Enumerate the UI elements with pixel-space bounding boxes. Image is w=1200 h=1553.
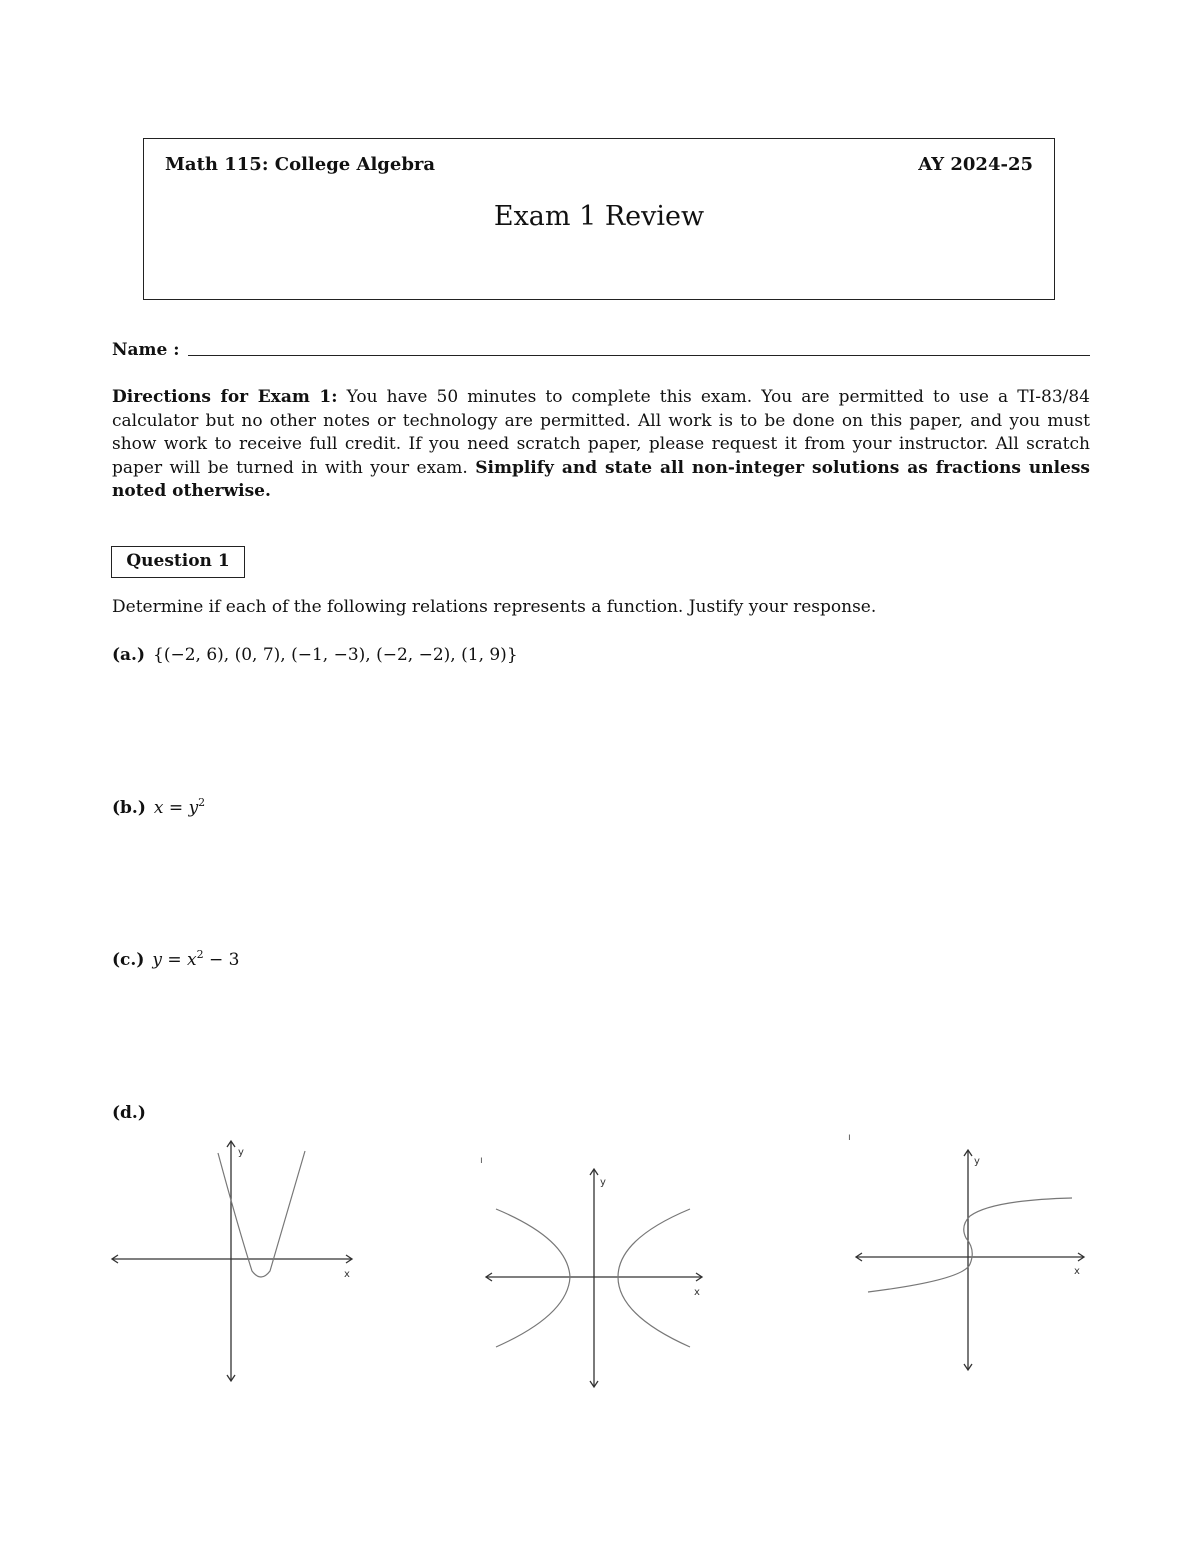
graph-hyperbola bbox=[478, 1155, 713, 1399]
s-curve bbox=[868, 1198, 1072, 1292]
x-axis-label: x bbox=[1074, 1266, 1080, 1277]
part-a-label: (a.) bbox=[112, 645, 146, 665]
part-b-exponent: 2 bbox=[198, 796, 206, 809]
hyperbola-left-branch bbox=[496, 1209, 570, 1347]
part-b bbox=[112, 798, 205, 818]
directions bbox=[112, 386, 1090, 504]
part-b-lhs: x bbox=[153, 798, 164, 818]
name-line[interactable] bbox=[188, 355, 1090, 356]
course-title: Math 115: College Algebra bbox=[165, 154, 436, 175]
part-c bbox=[112, 950, 240, 970]
graph-hyperbola-svg bbox=[478, 1155, 713, 1395]
academic-year: AY 2024-25 bbox=[918, 154, 1033, 175]
directions-lead: Directions for Exam 1: bbox=[112, 387, 338, 407]
name-field[interactable] bbox=[112, 340, 1090, 364]
part-c-lhs: y bbox=[152, 950, 162, 970]
graph-s-curve-svg bbox=[852, 1142, 1092, 1382]
y-axis-label: y bbox=[600, 1177, 606, 1188]
part-a-expression: {(−2, 6), (0, 7), (−1, −3), (−2, −2), (1, 9)} bbox=[153, 645, 518, 665]
part-b-label: (b.) bbox=[112, 798, 146, 818]
name-label: Name : bbox=[112, 340, 180, 360]
graph-parabola-svg bbox=[108, 1135, 358, 1390]
part-c-label: (c.) bbox=[112, 950, 145, 970]
part-c-exponent: 2 bbox=[196, 948, 204, 961]
graph-s-curve bbox=[852, 1142, 1092, 1386]
part-c-rhs: x bbox=[187, 950, 197, 970]
part-d bbox=[112, 1103, 154, 1123]
part-a bbox=[112, 645, 518, 665]
part-b-rhs: y bbox=[188, 798, 199, 818]
stray-mark: ı bbox=[480, 1155, 483, 1166]
x-axis-label: x bbox=[344, 1269, 350, 1280]
question-prompt: Determine if each of the following relations represents a function. Justify your response. bbox=[112, 597, 877, 617]
y-axis-label: y bbox=[974, 1156, 980, 1167]
directions-emphasis: Simplify and state all non-integer solutions as fractions unless noted otherwise. bbox=[112, 457, 1090, 501]
header-box bbox=[143, 138, 1055, 300]
directions-body: You have 50 minutes to complete this exam. You are permitted to use a TI-83/84 calculator but no other notes or technology are permitted. All work is to be done on this paper, and you must show work to receive full credit. If you need scratch paper, please request it from your instructor. All scratch paper will be turned in with your exam. bbox=[112, 387, 1090, 478]
exam-title: Exam 1 Review bbox=[493, 201, 705, 232]
question-heading: Question 1 bbox=[111, 546, 245, 578]
part-c-eq: = bbox=[161, 950, 188, 970]
part-c-tail: − 3 bbox=[203, 950, 240, 970]
hyperbola-right-branch bbox=[618, 1209, 690, 1347]
graph-parabola bbox=[108, 1135, 358, 1394]
part-b-eq: = bbox=[163, 798, 189, 818]
x-axis-label: x bbox=[694, 1287, 700, 1298]
y-axis-label: y bbox=[238, 1147, 244, 1158]
part-d-label: (d.) bbox=[112, 1103, 146, 1123]
stray-mark: ı bbox=[848, 1132, 851, 1143]
